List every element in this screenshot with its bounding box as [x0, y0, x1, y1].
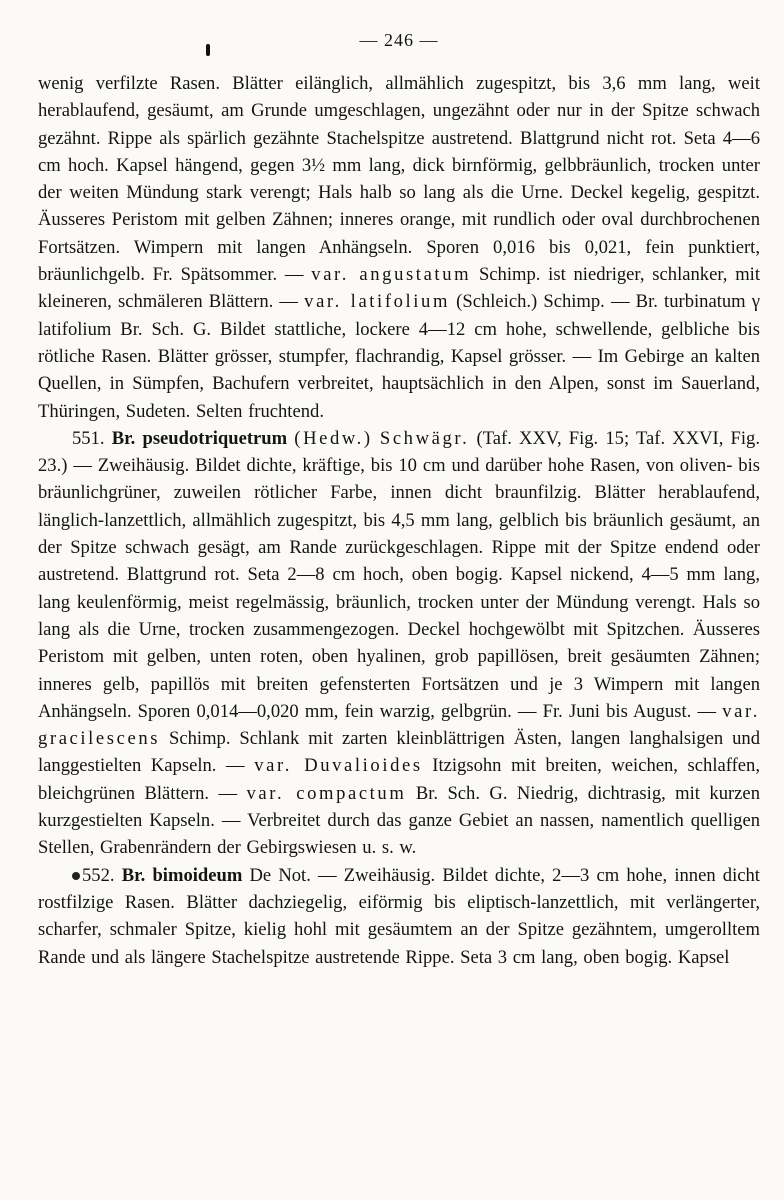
continued-paragraph	[38, 70, 760, 425]
variety-name: var. angustatum	[311, 264, 472, 286]
entry-number: 552.	[82, 864, 115, 886]
text-segment: Br. Sch. G. Niedrig, dichtrasig, mit kurzen kurzgestielten Kapseln. — Verbreitet durch das ganze Gebiet an nassen, namentlich quelligen Stellen, Grabenrändern der Gebirgswiesen u. s. w.	[38, 782, 760, 859]
variety-name: var. latifolium	[304, 291, 451, 313]
author-citation: Schwägr.	[379, 427, 470, 449]
variety-name: var. compactum	[246, 782, 407, 804]
species-name: Br. pseudotriquetrum	[111, 427, 288, 449]
text-segment: Schimp. Schlank mit zarten kleinblättrigen Ästen, langen langhalsigen und langgestielten Kapseln. —	[38, 728, 760, 777]
page-number: — 246 —	[359, 30, 439, 50]
text-segment: (Schleich.) Schimp. — Br. turbinatum γ latifolium Br. Sch. G. Bildet stattliche, lockere 4—12 cm hohe, schwellende, gelbliche bis rötliche Rasen. Blätter grösser, stumpfer, flachrandig, Kapsel grösser. — Im Gebirge an kalten Quellen, in Sümpfen, Bachufern verbreitet, hauptsächlich in den Alpen, sonst im Sauerland, Thüringen, Sudeten. Selten fruchtend.	[38, 291, 760, 422]
text-segment: Schimp. ist niedriger, schlanker, mit kleineren, schmäleren Blättern. —	[38, 264, 760, 313]
text-segment: wenig verfilzte Rasen. Blätter eilänglich, allmählich zugespitzt, bis 3,6 mm lang, weit herablaufend, gesäumt, am Grunde umgeschlagen, ungezähnt oder nur in der Spitze schwach gezähnt. Rippe als spärlich gezähnte Stachelspitze austretend. Blattgrund nicht rot. Seta 4—6 cm hoch. Kapsel hängend, gegen 3½ mm lang, dick birnförmig, gelbbräunlich, trocken unter der weiten Mündung stark verengt; Hals halb so lang als die Urne. Deckel kegelig, gespitzt. Äusseres Peristom mit gelben Zähnen; inneres orange, mit rundlich oder oval durchbrochenen Fortsätzen. Wimpern mit langen Anhängseln. Sporen 0,016 bis 0,021, fein punktiert, bräunlichgelb. Fr. Spätsommer. —	[38, 73, 760, 286]
variety-name: var. Duvalioides	[254, 755, 423, 777]
text-segment: De Not. — Zweihäusig. Bildet dichte, 2—3 cm hohe, innen dicht rostfilzige Rasen. Blätter dachziegelig, eiförmig bis eliptisch-lanzettlich, mit verlängerter, scharfer, schmaler Spitze, kielig hohl mit gesäumtem an der Spitze gezähntem, umgerolltem Rande und als längere Stachelspitze austretende Rippe. Seta 3 cm lang, oben bogig. Kapsel	[38, 864, 760, 968]
entry-number: 551.	[72, 427, 105, 449]
variety-name: var. gracilescens	[38, 700, 760, 750]
species-name: Br. bimoideum	[121, 864, 243, 886]
page-header	[38, 30, 760, 70]
text-segment: Itzigsohn mit breiten, weichen, schlaffen, bleichgrünen Blättern. —	[38, 755, 760, 804]
page-body	[38, 70, 760, 971]
species-entry-551	[38, 425, 760, 862]
ink-dot-icon	[72, 872, 80, 880]
text-segment: (Taf. XXV, Fig. 15; Taf. XXVI, Fig. 23.) — Zweihäusig. Bildet dichte, kräftige, bis 10 cm und darüber hohe Rasen, von oliven- bis bräunlichgrüner, zuweilen rötlicher Farbe, innen dicht braunfilzig. Blätter herablaufend, länglich-lanzettlich, allmählich zugespitzt, bis 4,5 mm lang, gelblich bis bräunlich gesäumt, an der Spitze schwach gesägt, am Rande zurückgeschlagen. Rippe mit der Spitze endend oder austretend. Blattgrund rot. Seta 2—8 cm hoch, oben bogig. Kapsel nickend, 4—5 mm lang, lang keulenförmig, meist regelmässig, bräunlich, trocken unter der Mündung verengt. Hals so lang als die Urne, trocken zusammengezogen. Deckel hochgewölbt mit Spitzchen. Äusseres Peristom mit gelben, unten roten, oben hyalinen, grob papillösen, breit gesäumten Zähnen; inneres gelb, papillös mit breiten gefensterten Fortsätzen und je 3 Wimpern mit langen Anhängseln. Sporen 0,014—0,020 mm, fein warzig, gelbgrün. — Fr. Juni bis August. —	[38, 427, 761, 722]
author-citation: (Hedw.)	[294, 427, 373, 449]
species-entry-552	[38, 862, 760, 971]
